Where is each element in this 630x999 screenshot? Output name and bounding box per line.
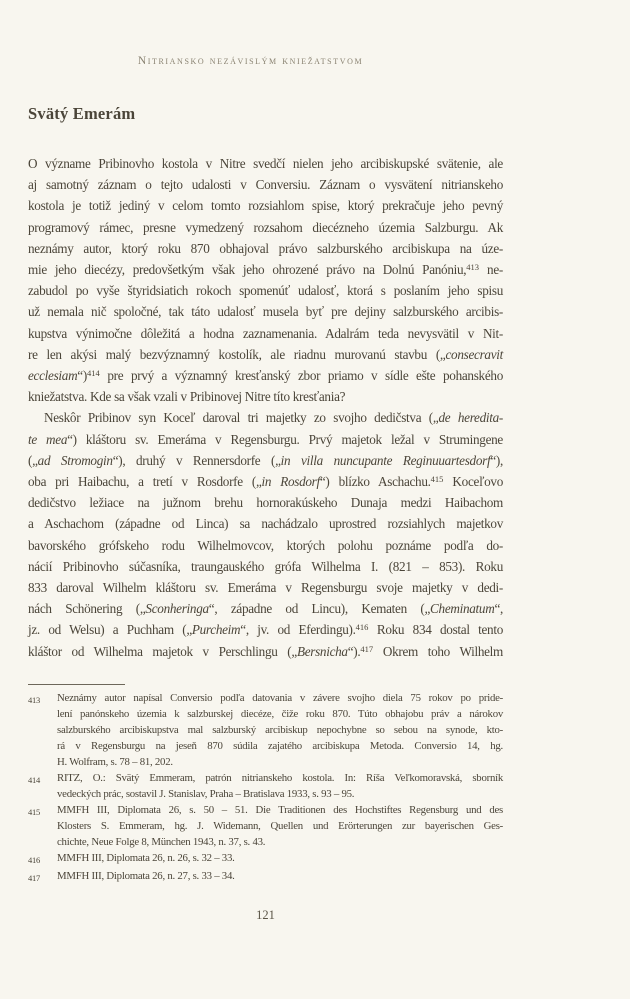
- text-run: neznámy autor, ktorý roku 870 obhajoval právo salzburského arcibiskupa na úze-: [28, 240, 503, 256]
- footnote-ref: 416: [355, 622, 369, 633]
- text-run: („: [28, 452, 38, 468]
- footnote: [28, 850, 503, 868]
- latin-quote: de heredita-: [438, 410, 503, 426]
- body-line: [28, 407, 503, 428]
- body-line: [28, 323, 503, 344]
- footnote-text: [57, 770, 503, 802]
- footnote-line: MMFH III, Diplomata 26, s. 50 – 51. Die Traditionen des Hochstiftes Regensburg und des: [57, 804, 503, 816]
- text-run: jz. od Welsu) a Puchham („: [28, 622, 192, 638]
- text-run: Koceľovo: [443, 474, 503, 490]
- footnote: [28, 868, 503, 886]
- body-line: [28, 195, 503, 216]
- footnote-text: [57, 868, 503, 886]
- footnote-line: MMFH III, Diplomata 26, n. 27, s. 33 – 34.: [57, 870, 235, 882]
- text-run: Roku 834 dostal tento: [368, 622, 503, 638]
- footnote-line: vedeckých prác, sostavil J. Stanislav, Praha – Bratislava 1933, s. 93 – 95.: [57, 788, 355, 800]
- body-line: [28, 344, 503, 365]
- footnotes: [28, 690, 503, 886]
- footnote-number: 416: [28, 855, 40, 865]
- footnote-number: 414: [28, 775, 40, 785]
- page-number: 121: [256, 908, 275, 922]
- latin-quote: Sconheringa: [145, 601, 209, 617]
- body-line: [28, 492, 503, 513]
- text-run: “) blízko Aschachu.: [319, 474, 431, 490]
- text-run: kupstva výnimočne dôležitá a hodna zaznamenania. Adalrám teda nevysvätil v Nit-: [28, 325, 503, 341]
- latin-quote: consecravit: [445, 346, 503, 362]
- text-run: re len akýsi malý bezvýznamný kostolík, ale riadnu murovanú stavbu („: [28, 346, 446, 362]
- body-line: [28, 471, 503, 492]
- footnote-number: 417: [28, 873, 40, 883]
- footnote-line: MMFH III, Diplomata 26, n. 26, s. 32 – 33.: [57, 852, 235, 864]
- latin-quote: ecclesiam: [28, 368, 78, 384]
- footnote-line: rá v Regensburgu na jeseň 870 súdila zajatého arcibiskupa Metoda. Conversio 14, hg.: [57, 740, 503, 752]
- latin-quote: Purcheim: [191, 622, 241, 638]
- latin-quote: in villa nuncupante Reginuuartesdorf: [280, 452, 491, 468]
- footnote: [28, 770, 503, 802]
- footnote-line: RITZ, O.: Svätý Emmeram, patrón nitrianskeho kostola. In: Ríša Veľkomoravská, sborník: [57, 772, 503, 784]
- body-line: [28, 535, 503, 556]
- text-run: “, západne od Lincu), Kematen („: [208, 601, 431, 617]
- text-run: 833 daroval Wilhelm kláštoru sv. Emeráma v Regensburgu svoje majetky v dedi-: [28, 580, 503, 596]
- text-run: O význame Pribinovho kostola v Nitre svedčí nielen jeho arcibiskupské svätenie, ale: [28, 156, 503, 171]
- section-title: Svätý Emerám: [28, 104, 136, 123]
- footnote-ref: 413: [466, 262, 480, 273]
- body-line: [28, 450, 503, 471]
- body-line: [28, 429, 503, 450]
- text-run: bavorského grófskeho rodu Wilhelmovcov, ktorých polohu poznáme podľa do-: [28, 537, 503, 553]
- body-line: [28, 259, 503, 280]
- footnote-line: lení panónskeho územia k salzburskej diecéze, čiže roku 870. Túto obhajobu práv a nárokov: [57, 708, 503, 720]
- footnote-text: [57, 690, 503, 770]
- body-line: [28, 217, 503, 238]
- footnote-line: Klosters S. Emmeram, hg. J. Widemann, Quellen und Erörterungen zur bayerischen Ges-: [57, 820, 503, 832]
- body-line: [28, 386, 503, 407]
- text-run: pre prvý a významný kresťanský zbor priamo v sídle ešte pohanského: [99, 368, 503, 384]
- text-run: nách Schönering („: [28, 601, 146, 617]
- text-run: a Aschachom (západne od Linca) sa nachádzalo uprostred rozsiahlych majetkov: [28, 516, 503, 532]
- text-run: mie jeho diecézy, predovšetkým však jeho ohrozené právo na Dolnú Panóniu,: [28, 262, 467, 278]
- body-text: [28, 153, 503, 662]
- running-header: Nitriansko nezávislým kniežatstvom: [137, 55, 364, 67]
- footnote-line: H. Wolfram, s. 78 – 81, 202.: [57, 756, 173, 768]
- body-line: [28, 301, 503, 322]
- body-line: [28, 513, 503, 534]
- body-line: [28, 280, 503, 301]
- text-run: “,: [494, 601, 503, 617]
- latin-quote: in Rosdorf: [261, 474, 320, 490]
- body-line: [28, 153, 503, 174]
- body-line: [28, 641, 503, 662]
- footnote-separator: [28, 684, 125, 685]
- text-run: nácií Pribinovho súčasníka, traungauského grófa Wilhelma I. (821 – 853). Roku: [28, 558, 503, 574]
- footnote-text: [57, 802, 503, 850]
- footnote-ref: 414: [86, 368, 100, 379]
- footnote-line: Neznámy autor napísal Conversio podľa datovania v závere svojho diela 75 rokov po pride-: [57, 692, 503, 704]
- text-run: “): [77, 368, 87, 384]
- footnote-ref: 415: [430, 474, 444, 485]
- text-run: už nemala nič spoločné, tak táto udalosť musela byť pre dejiny salzburského arcibis-: [28, 304, 503, 320]
- text-run: kostola je totiž jediný v celom tomto rozsiahlom spise, ktorý prekračuje jeho pevný: [28, 198, 503, 214]
- text-run: ne-: [479, 262, 503, 278]
- text-run: oba pri Haibachu, a tretí v Rosdorfe („: [28, 474, 262, 490]
- body-line: [28, 577, 503, 598]
- footnote: [28, 802, 503, 850]
- text-run: kláštor od Wilhelma majetok v Perschlingu („: [28, 643, 297, 659]
- text-run: “), druhý v Rennersdorfe („: [112, 452, 281, 468]
- body-line: [28, 365, 503, 386]
- latin-quote: Bersnicha: [296, 643, 348, 659]
- text-run: “).: [347, 643, 361, 659]
- footnote-line: salzburského arcibiskupstva mal salzburský arcibiskup nepochybne so sebou na synode, kto-: [57, 724, 503, 736]
- body-line: [28, 174, 503, 195]
- footnote-ref: 417: [360, 643, 374, 654]
- latin-quote: Cheminatum: [430, 601, 495, 617]
- text-run: programový rámec, presne vymedzený rozsahom diecézneho územia Salzburgu. Ak: [28, 219, 503, 235]
- text-run: “),: [490, 452, 503, 468]
- footnote: [28, 690, 503, 770]
- text-run: aj samotný záznam o tejto udalosti v Conversiu. Záznam o vysvätení nitrianskeho: [28, 177, 503, 193]
- footnote-line: chichte, Neue Folge 8, München 1943, n. 37, s. 43.: [57, 836, 266, 848]
- text-run: “) kláštoru sv. Emeráma v Regensburgu. Prvý majetok ležal v Strumingene: [67, 431, 503, 447]
- body-line: [28, 556, 503, 577]
- body-line: [28, 619, 503, 640]
- text-run: kniežatstva. Kde sa však vzali v Pribinovej Nitre títo kresťania?: [28, 389, 346, 405]
- body-line: [28, 238, 503, 259]
- text-run: Okrem toho Wilhelm: [373, 643, 503, 659]
- latin-quote: te mea: [28, 431, 68, 447]
- latin-quote: ad Stromogin: [37, 452, 113, 468]
- text-run: Neskôr Pribinov syn Koceľ daroval tri majetky zo svojho dedičstva („: [44, 410, 439, 426]
- text-run: dedičstvo ležiace na južnom brehu hornorakúskeho Dunaja medzi Haibachom: [28, 495, 503, 511]
- text-run: “, jv. od Eferdingu).: [240, 622, 356, 638]
- footnote-text: [57, 850, 503, 868]
- footnote-number: 415: [28, 807, 40, 817]
- footnote-number: 413: [28, 695, 40, 705]
- body-line: [28, 598, 503, 619]
- text-run: zabudol po vyše štyridsiatich rokoch spomenúť udalosť, ktorá s poslaním jeho spisu: [28, 283, 503, 299]
